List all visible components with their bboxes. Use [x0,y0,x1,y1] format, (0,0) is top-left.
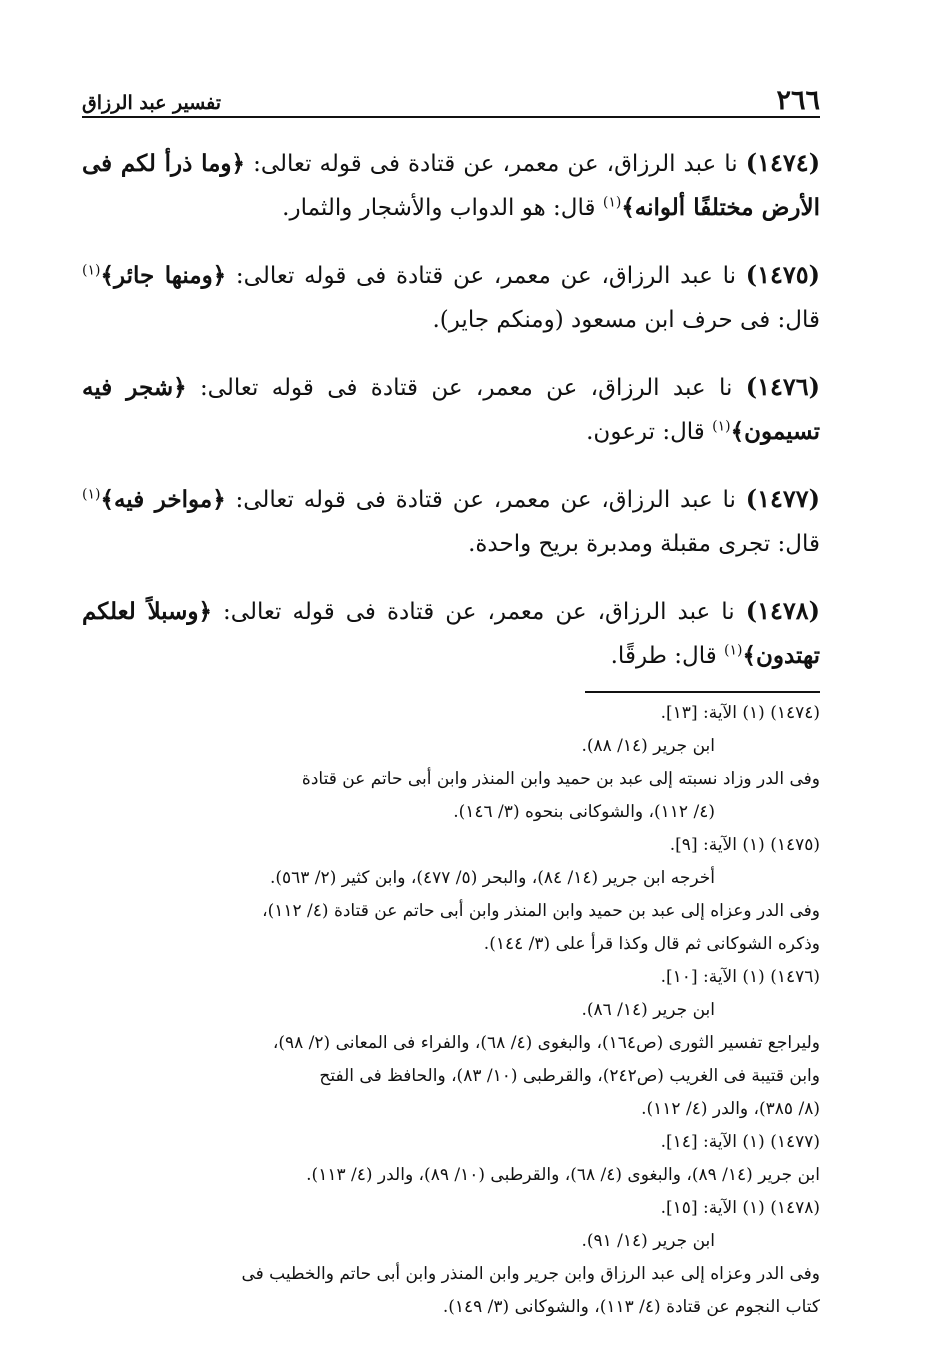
quran-verse: ﴿شجر فيه تسيمون﴾ [82,374,820,445]
entry-number: (١٤٧٦) [745,372,820,401]
footnote-ref[interactable]: (١) [724,642,743,659]
entry-1474 [82,141,820,230]
footnote-line: وذكره الشوكانى ثم قال وكذا قرأ على (٣/ ١٤٤). [483,934,820,954]
main-text [82,141,820,678]
footnote-divider [585,691,820,693]
footnote-line: وفى الدر وعزاه إلى عبد بن حميد وابن المنذر وابن أبى حاتم عن قتادة (٤/ ١١٢)، [262,901,820,921]
quran-verse: ﴿ومنها جائر﴾ [100,262,227,289]
running-head [82,82,820,118]
footnote-head: (١٤٧٧) (١) الآية: [١٤]. [660,1132,820,1152]
footnote-line: وفى الدر وعزاه إلى عبد الرزاق وابن جرير وابن المنذر وابن أبى حاتم والخطيب فى [241,1264,820,1284]
footnote-head: (١٤٧٤) (١) الآية: [١٣]. [660,703,820,723]
entry-text: نا عبد الرزاق، عن معمر، عن قتادة فى قوله تعالى: [199,375,733,401]
footnote-ref[interactable]: (١) [82,486,101,503]
quran-verse: ﴿وما ذرأ لكم فى الأرض مختلفًا ألوانه﴾ [82,150,820,221]
footnote-head: (١٤٧٨) (١) الآية: [١٥]. [660,1198,820,1218]
book-title: تفسير عبد الرزاق [82,92,222,114]
entry-comment: قال: فى حرف ابن مسعود (ومنكم جاير). [432,307,820,333]
footnote-line: ابن جرير (١٤/ ٨٨). [581,736,715,756]
footnote-ref[interactable]: (١) [602,194,622,211]
footnote-head: (١٤٧٥) (١) الآية: [٩]. [669,835,820,855]
footnote-1475 [82,829,820,961]
footnote-line: وفى الدر وزاد نسبته إلى عبد بن حميد وابن المنذر وابن أبى حاتم عن قتادة [301,769,820,789]
footnote-1474 [82,697,820,829]
footnote-line: (٤/ ١١٢)، والشوكانى بنحوه (٣/ ١٤٦). [453,802,715,822]
entry-comment: قال: ترعون. [586,419,705,445]
entry-number: (١٤٧٥) [745,260,821,289]
footnote-1476 [82,961,820,1126]
quran-verse: ﴿وسبلاً لعلكم تهتدون﴾ [82,598,820,669]
entry-text: نا عبد الرزاق، عن معمر، عن قتادة فى قوله تعالى: [235,263,736,289]
entry-1476 [82,365,820,454]
footnote-1478 [82,1192,820,1324]
quran-verse: ﴿مواخر فيه﴾ [100,486,226,513]
footnote-line: ابن جرير (١٤/ ٨٦). [581,1000,715,1020]
entry-1475 [82,253,820,342]
footnote-line: وليراجع تفسير الثورى (ص١٦٤)، والبغوى (٤/ ٦٨)، والفراء فى المعانى (٢/ ٩٨)، [272,1033,820,1053]
entry-number: (١٤٧٧) [745,484,821,513]
entry-text: نا عبد الرزاق، عن معمر، عن قتادة فى قوله تعالى: [235,487,736,513]
footnote-line: (٨/ ٣٨٥)، والدر (٤/ ١١٢). [641,1099,820,1119]
entry-text: نا عبد الرزاق، عن معمر، عن قتادة فى قوله تعالى: [223,599,735,625]
footnote-1477 [82,1126,820,1192]
entry-number: (١٤٧٤) [745,148,821,177]
footnote-line: ابن جرير (١٤/ ٩١). [581,1231,715,1251]
entry-text: نا عبد الرزاق، عن معمر، عن قتادة فى قوله تعالى: [253,151,738,177]
entry-1478 [82,589,820,678]
page-number: ٢٦٦ [776,85,820,116]
footnote-line: وابن قتيبة فى الغريب (ص٢٤٢)، والقرطبى (١٠/ ٨٣)، والحافظ فى الفتح [319,1066,820,1086]
entry-comment: قال: تجرى مقبلة ومدبرة بريح واحدة. [468,531,820,557]
footnote-ref[interactable]: (١) [82,262,101,279]
footnote-line: أخرجه ابن جرير (١٤/ ٨٤)، والبحر (٥/ ٤٧٧)، وابن كثير (٢/ ٥٦٣). [269,868,715,888]
footnote-ref[interactable]: (١) [712,418,731,435]
book-page [82,82,820,1324]
footnote-line: ابن جرير (١٤/ ٨٩)، والبغوى (٤/ ٦٨)، والقرطبى (١٠/ ٨٩)، والدر (٤/ ١١٣). [306,1165,820,1185]
entry-number: (١٤٧٨) [745,596,821,625]
entry-comment: قال: طرقًا. [610,643,717,669]
footnote-head: (١٤٧٦) (١) الآية: [١٠]. [660,967,820,987]
entry-1477 [82,477,820,566]
footnote-line: كتاب النجوم عن قتادة (٤/ ١١٣)، والشوكانى (٣/ ١٤٩). [442,1297,820,1317]
entry-comment: قال: هو الدواب والأشجار والثمار. [282,195,596,221]
footnotes [82,697,820,1324]
